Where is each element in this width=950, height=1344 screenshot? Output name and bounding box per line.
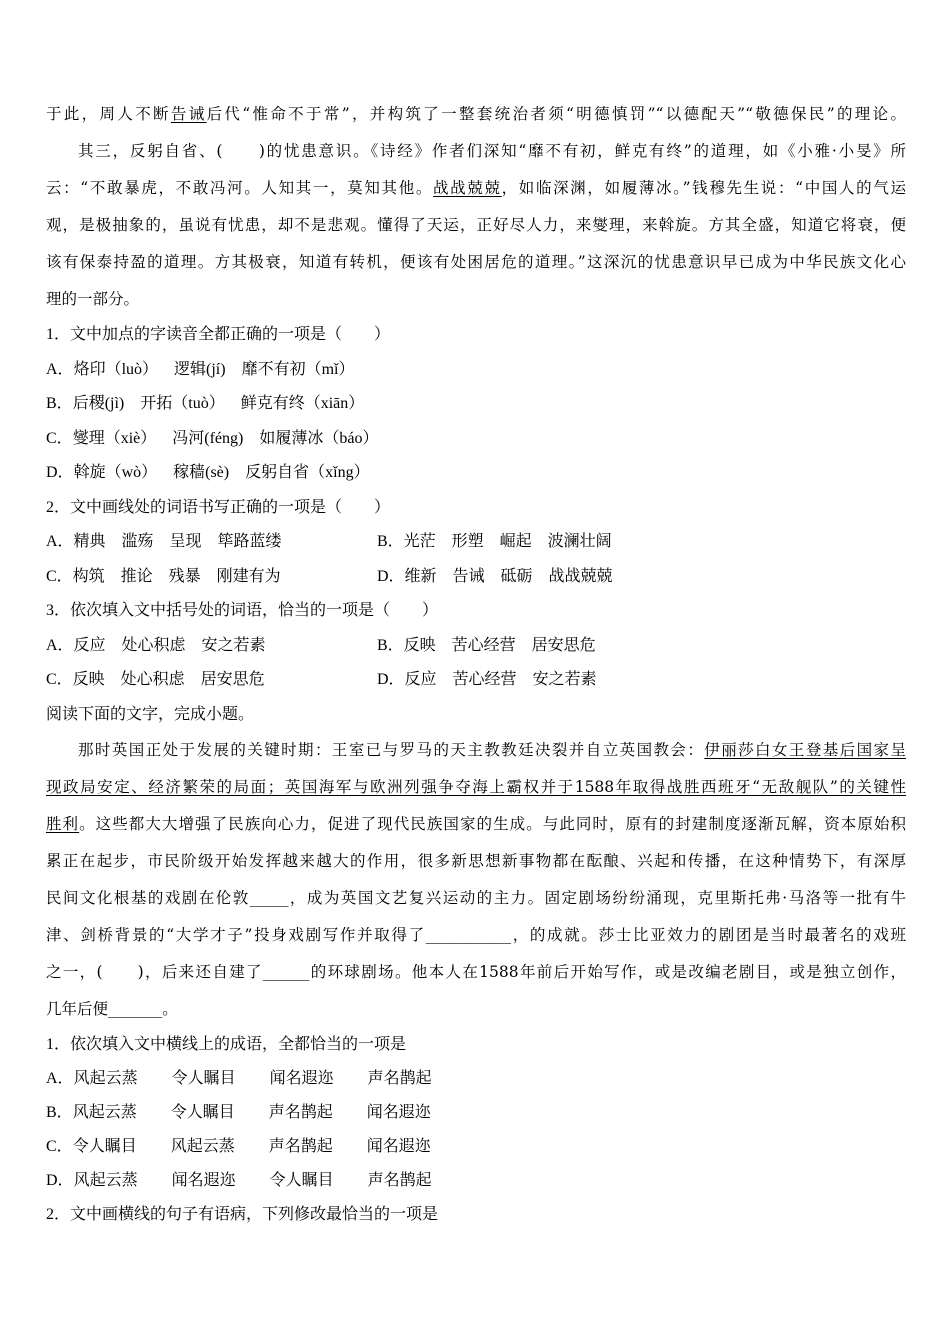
option-term: 冯河(féng): [172, 429, 244, 447]
passage1-line1: [46, 96, 906, 133]
option-label: D．: [46, 1172, 74, 1189]
option-term: 闻名遐迩: [171, 1172, 236, 1189]
text-run: ，如临深渊，如履薄冰。”钱穆先生说：“中国人的气运: [501, 179, 906, 197]
underlined-sentence: 胜利: [46, 815, 80, 833]
option-label: C．: [46, 429, 73, 447]
text-run: 于此，周人不断: [46, 105, 171, 123]
q1-option-c: [46, 422, 906, 457]
passage1-line5: 该有保泰持盈的道理。方其极衰，知道有转机，便该有处困居危的道理。”这深沉的忧患意识早已成为中华民族文化心: [46, 253, 906, 271]
underlined-word: 战战兢兢: [433, 179, 502, 197]
passage2-line1: [46, 732, 906, 769]
passage1-line3: [46, 170, 906, 207]
option-term: 闻名遐迩: [269, 1070, 334, 1087]
option-term: 令人瞩目: [269, 1172, 334, 1189]
exam-page: [46, 96, 906, 1232]
q2-option-b: B．光茫 形塑 崛起 波澜壮阔: [377, 533, 612, 550]
option-label: C．: [46, 1138, 73, 1155]
option-term: 令人瞩目: [170, 1104, 235, 1121]
q4-option-d: [46, 1164, 906, 1198]
q4-stem: 1．依次填入文中横线上的成语，全都恰当的一项是: [46, 1036, 407, 1053]
option-term: 靡不有初（mǐ）: [241, 360, 355, 378]
underlined-sentence: 伊丽莎白女王登基后国家呈: [704, 741, 906, 759]
passage2-line5: 民间文化根基的戏剧在伦敦_____，成为英国文艺复兴运动的主力。固定剧场纷纷涌现，克里斯托弗·马洛等一批有牛: [46, 889, 906, 907]
option-label: A．: [46, 1070, 74, 1087]
option-term: 闻名遐迩: [366, 1138, 431, 1155]
underlined-sentence: 现政局安定、经济繁荣的局面；英国海军与欧洲列强争夺海上霸权并于1588年取得战胜西班牙“无敌舰队”的关键性: [46, 778, 906, 796]
option-term: 如履薄冰（báo）: [259, 429, 379, 447]
q2-options-cd: [46, 560, 906, 595]
option-term: 声名鹊起: [268, 1138, 333, 1155]
option-label: D．: [46, 464, 74, 481]
q3-options-cd: [46, 663, 906, 698]
passage2-line3: [46, 806, 906, 843]
option-term: 稼穑(sè): [173, 464, 230, 481]
option-term: 风起云蒸: [170, 1138, 235, 1155]
option-term: 声名鹊起: [367, 1172, 432, 1189]
passage2-line8: 几年后便_______。: [46, 1000, 178, 1018]
q3-option-b: B．反映 苦心经营 居安思危: [377, 636, 596, 654]
option-label: B．: [46, 1104, 73, 1121]
q2-option-d: D．维新 告诫 砥砺 战战兢兢: [377, 567, 613, 585]
option-term: 反躬自省（xǐng）: [245, 464, 370, 481]
q3-option-a: A．反应 处心积虑 安之若素: [46, 636, 266, 654]
passage1-line6: 理的一部分。: [46, 290, 140, 308]
option-term: 燮理（xiè）: [72, 429, 157, 447]
q3-options-ab: [46, 629, 906, 664]
option-label: A．: [46, 360, 74, 378]
text-run: 云：“不敢暴虎，不敢冯河。人知其一，莫知其他。: [46, 179, 434, 197]
passage1-line2: 其三，反躬自省、( )的忧患意识。《诗经》作者们深知“靡不有初，鲜克有终”的道理，如《小雅·小旻》所: [78, 142, 906, 160]
q1-stem: 1．文中加点的字读音全都正确的一项是（ ）: [46, 326, 391, 343]
option-term: 风起云蒸: [73, 1172, 138, 1189]
q2-stem: 2．文中画线处的词语书写正确的一项是（ ）: [46, 498, 391, 516]
q1-option-b: [46, 387, 906, 422]
option-term: 令人瞩目: [72, 1138, 137, 1155]
reading-instruction: 阅读下面的文字，完成小题。: [46, 705, 255, 723]
option-term: 令人瞩目: [171, 1070, 236, 1087]
option-term: 声名鹊起: [367, 1070, 432, 1087]
option-term: 逻辑(jí): [174, 360, 226, 378]
option-term: 风起云蒸: [73, 1070, 138, 1087]
option-term: 开拓（tuò）: [140, 395, 225, 412]
q2-option-a: A．精典 滥殇 呈现 筚路蓝缕: [46, 533, 282, 550]
passage2-line4: 累正在起步，市民阶级开始发挥越来越大的作用，很多新思想新事物都在酝酿、兴起和传播，在这种情势下，有深厚: [46, 852, 906, 870]
text-run: 那时英国正处于发展的关键时期：王室已与罗马的天主教教廷决裂并自立英国教会：: [78, 741, 705, 759]
passage2-line7: 之一，( )，后来还自建了______的环球剧场。他本人在1588年前后开始写作，或是改编老剧目，或是独立创作，: [46, 963, 906, 981]
option-label: B．: [46, 395, 73, 412]
option-term: 风起云蒸: [72, 1104, 137, 1121]
passage2-line2: [46, 769, 906, 806]
text-run: 后代“惟命不于常”，并构筑了一整套统治者须“明德慎罚”“以德配天”“敬德保民”的理论。: [206, 105, 906, 123]
q3-option-d: D．反应 苦心经营 安之若素: [377, 671, 597, 688]
passage1-line4: 观，是极抽象的，虽说有忧患，却不是悲观。懂得了天运，正好尽人力，来燮理，来斡旋。方其全盛，知道它将衰，便: [46, 216, 906, 234]
passage2-line6: 津、剑桥背景的“大学才子”投身戏剧写作并取得了___________，的成就。莎士比亚效力的剧团是当时最著名的戏班: [46, 926, 906, 944]
option-term: 后稷(jì): [72, 395, 125, 412]
q2-option-c: C．构筑 推论 残暴 刚建有为: [46, 567, 281, 585]
q1-option-a: [46, 353, 906, 388]
q5-stem: 2．文中画横线的句子有语病，下列修改最恰当的一项是: [46, 1206, 439, 1223]
q4-option-c: [46, 1130, 906, 1164]
option-term: 闻名遐迩: [366, 1104, 431, 1121]
option-term: 烙印（luò）: [73, 360, 159, 378]
option-term: 鲜克有终（xiān）: [240, 395, 365, 412]
q3-option-c: C．反映 处心积虑 居安思危: [46, 671, 265, 688]
q3-stem: 3．依次填入文中括号处的词语，恰当的一项是（ ）: [46, 602, 439, 619]
option-term: 斡旋（wò）: [73, 464, 158, 481]
option-term: 声名鹊起: [268, 1104, 333, 1121]
q4-option-b: [46, 1096, 906, 1130]
q1-option-d: [46, 456, 906, 491]
underlined-word: 告诫: [170, 105, 207, 123]
q2-options-ab: [46, 525, 906, 560]
q4-option-a: [46, 1062, 906, 1096]
text-run: 。这些都大大增强了民族向心力，促进了现代民族国家的生成。与此同时，原有的封建制度逐渐瓦解，资本原始积: [79, 815, 906, 833]
